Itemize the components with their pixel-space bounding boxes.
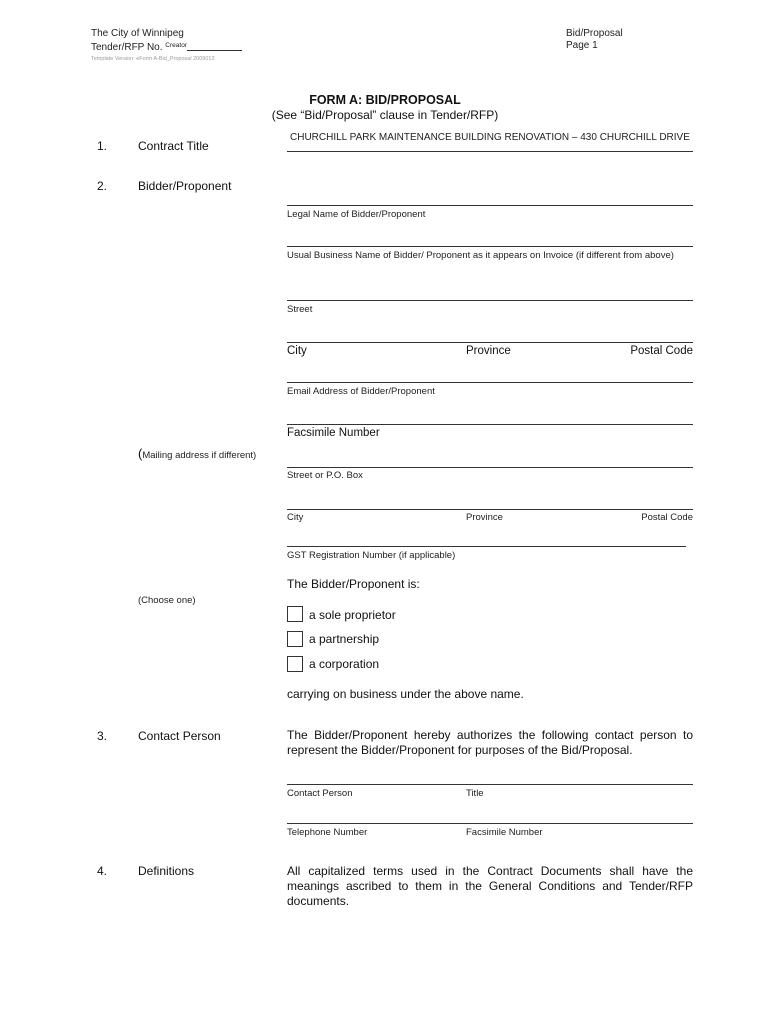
legal-name-field[interactable] (287, 205, 693, 206)
postal-code-caption: Postal Code (630, 345, 693, 357)
contact-title-field[interactable] (287, 784, 693, 785)
street-field[interactable] (287, 300, 693, 301)
contract-title-line (287, 151, 693, 152)
contact-person-caption: Contact Person (287, 788, 353, 799)
province-caption: Province (466, 345, 511, 357)
section-1-number: 1. (97, 139, 108, 153)
city2-caption: City (287, 512, 304, 523)
street-caption: Street (287, 304, 313, 315)
sole-proprietor-label: a sole proprietor (309, 608, 396, 622)
usual-name-caption: Usual Business Name of Bidder/ Proponent as it appears on Invoice (if different from above) (287, 250, 674, 261)
contract-title-value: CHURCHILL PARK MAINTENANCE BUILDING RENOVATION – 430 CHURCHILL DRIVE (290, 132, 690, 143)
section-4-number: 4. (97, 864, 108, 878)
definitions-text: All capitalized terms used in the Contract Documents shall have the meanings ascribed to them in the General Conditions and Tender/RFP documents. (287, 864, 693, 908)
tender-number (91, 40, 242, 54)
contact-authorization-text: The Bidder/Proponent hereby authorizes the following contact person to represent the Bidder/Proponent for purposes of the Bid/Proposal. (287, 728, 693, 757)
page-number: Page 1 (566, 40, 598, 51)
section-4-label: Definitions (138, 864, 195, 878)
fax-field[interactable] (287, 424, 693, 425)
province2-caption: Province (466, 512, 503, 523)
mailing-paren: ( (138, 446, 143, 461)
partnership-label: a partnership (309, 632, 380, 646)
doc-type: Bid/Proposal (566, 28, 623, 39)
telephone-caption: Telephone Number (287, 827, 368, 838)
usual-name-field[interactable] (287, 246, 693, 247)
contact-phone-fax-field[interactable] (287, 823, 693, 824)
form-title: FORM A: BID/PROPOSAL (309, 93, 461, 107)
gst-caption: GST Registration Number (if applicable) (287, 550, 456, 561)
street-po-caption: Street or P.O. Box (287, 470, 363, 481)
contact-title-caption: Title (466, 788, 484, 799)
form-subtitle: (See “Bid/Proposal” clause in Tender/RFP) (271, 108, 499, 122)
choose-one-note: (Choose one) (138, 595, 196, 606)
corporation-label: a corporation (309, 657, 380, 671)
mailing-city-province-postal-field[interactable] (287, 509, 693, 510)
email-caption: Email Address of Bidder/Proponent (287, 386, 435, 397)
carrying-on-text: carrying on business under the above name. (287, 687, 524, 701)
corporation-checkbox[interactable] (287, 656, 303, 672)
tender-prefix: Tender/RFP No. (91, 42, 163, 53)
tender-placeholder: Creator (165, 42, 187, 49)
org-name: The City of Winnipeg (91, 28, 184, 39)
city-province-postal-field[interactable] (287, 342, 693, 343)
tender-number-field[interactable] (187, 42, 242, 51)
template-version: Template Version: eForm A-Bid_Proposal 2009013 (91, 56, 215, 62)
legal-name-caption: Legal Name of Bidder/Proponent (287, 209, 426, 220)
section-2-number: 2. (97, 179, 108, 193)
mailing-note-text: Mailing address if different) (142, 450, 257, 461)
partnership-checkbox[interactable] (287, 631, 303, 647)
section-2-label: Bidder/Proponent (138, 179, 232, 193)
mailing-address-note (138, 445, 256, 463)
section-3-label: Contact Person (138, 729, 221, 743)
bidder-is-label: The Bidder/Proponent is: (287, 577, 420, 591)
section-1-label: Contract Title (138, 139, 209, 153)
section-3-number: 3. (97, 729, 108, 743)
contact-fax-caption: Facsimile Number (466, 827, 543, 838)
fax-caption: Facsimile Number (287, 427, 380, 439)
sole-proprietor-checkbox[interactable] (287, 606, 303, 622)
city-caption: City (287, 345, 307, 357)
gst-field[interactable] (287, 546, 686, 547)
postal-code2-caption: Postal Code (641, 512, 693, 523)
street-po-field[interactable] (287, 467, 693, 468)
email-field[interactable] (287, 382, 693, 383)
